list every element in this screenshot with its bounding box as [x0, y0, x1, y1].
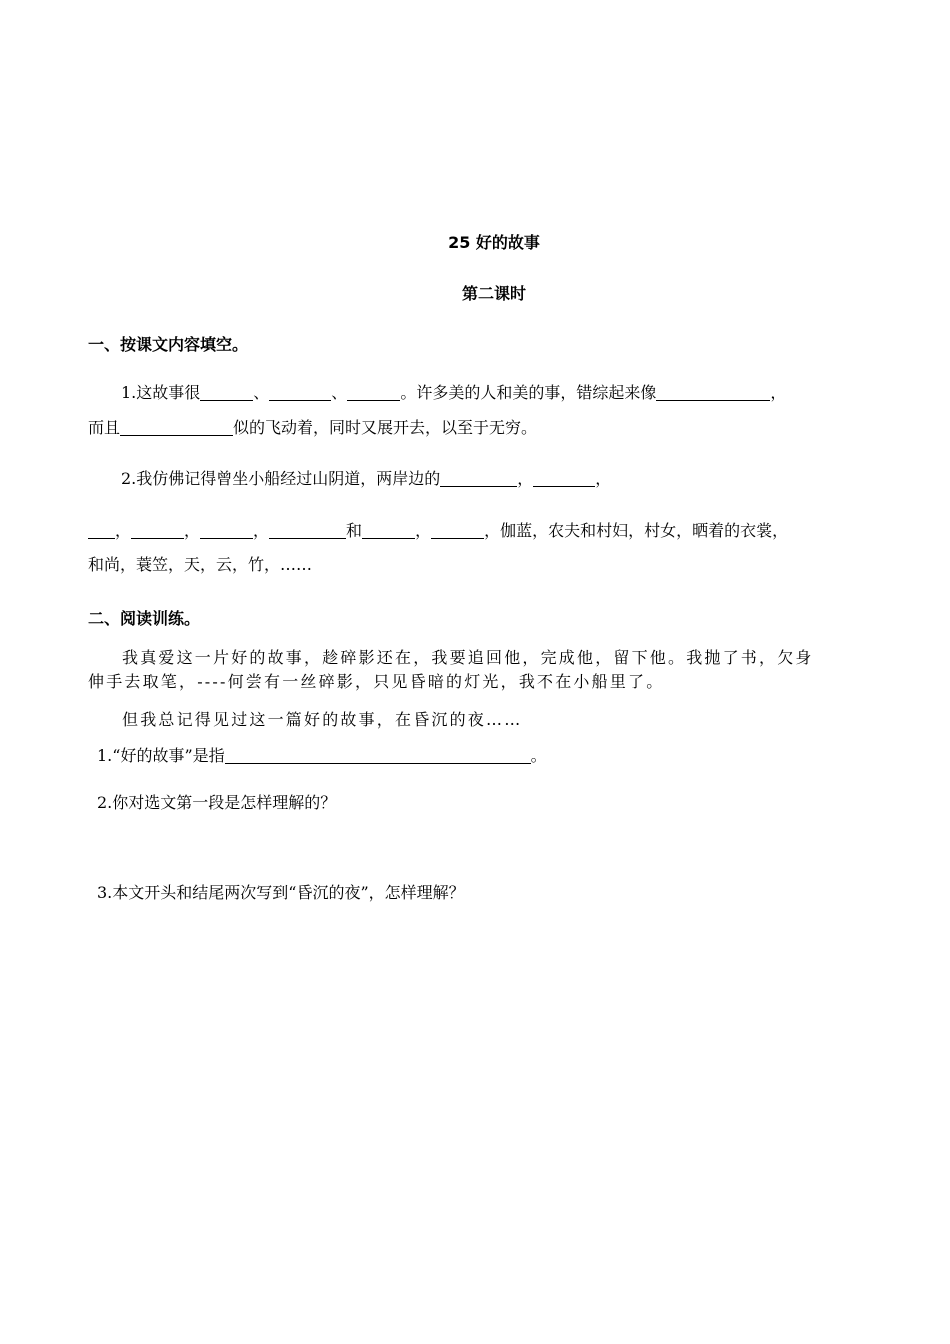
s1-q1-line1 [121, 383, 786, 403]
s1-q2-line2 [88, 521, 788, 541]
fill-blank[interactable] [88, 522, 115, 539]
fill-blank[interactable] [440, 470, 517, 487]
passage-line2: 伸手去取笔，----何尝有一丝碎影，只见昏暗的灯光，我不在小船里了。 [88, 672, 665, 691]
fill-blank[interactable] [533, 470, 595, 487]
s1-q1-sep2: 、 [331, 383, 348, 402]
s1-q2-c3: ， [253, 521, 270, 540]
s1-q2-prefix: 2.我仿佛记得曾坐小船经过山阴道，两岸边的 [121, 469, 441, 488]
page-title: 25 好的故事 [448, 233, 540, 252]
s1-q2-c2: ， [184, 521, 201, 540]
s1-q2-line1 [121, 469, 611, 489]
fill-blank[interactable] [131, 522, 184, 539]
s2-q3: 3.本文开头和结尾两次写到“昏沉的夜”，怎样理解？ [97, 883, 465, 902]
s1-q1-line2 [88, 418, 537, 438]
section2-heading: 二、阅读训练。 [88, 609, 201, 628]
s1-q2-tail: ，伽蓝，农夫和村妇，村女，晒着的衣裳， [484, 521, 789, 540]
fill-blank[interactable] [200, 522, 253, 539]
s1-q2-comma: ， [517, 469, 534, 488]
fill-blank[interactable] [200, 384, 253, 401]
s1-q1-prefix: 1.这故事很 [121, 383, 201, 402]
s2-q1-prefix: 1.“好的故事”是指 [97, 746, 225, 765]
s2-q1 [97, 746, 547, 766]
fill-blank[interactable] [269, 384, 331, 401]
s2-q2: 2.你对选文第一段是怎样理解的？ [97, 793, 337, 812]
section1-heading: 一、按课文内容填空。 [88, 335, 249, 354]
s1-q1-comma: ， [770, 383, 787, 402]
s1-q1-sep1: 、 [253, 383, 270, 402]
page-subtitle: 第二课时 [461, 284, 526, 303]
fill-blank[interactable] [347, 384, 400, 401]
s1-q2-line3: 和尚，蓑笠，天，云，竹，…… [88, 555, 313, 574]
fill-blank[interactable] [269, 522, 346, 539]
fill-blank[interactable] [656, 384, 770, 401]
passage-line1: 我真爱这一片好的故事，趁碎影还在，我要追回他，完成他，留下他。我抛了书，欠身 [122, 648, 814, 667]
s1-q2-c4: ， [415, 521, 432, 540]
s1-q2-he: 和 [346, 521, 363, 540]
s2-q1-suffix: 。 [530, 746, 547, 765]
s1-q2-comma-end: ， [595, 469, 612, 488]
s1-q1-line2-suffix: 似的飞动着，同时又展开去，以至于无穷。 [233, 418, 538, 437]
s1-q1-line2-prefix: 而且 [88, 418, 121, 437]
s1-q1-mid: 。许多美的人和美的事，错综起来像 [400, 383, 657, 402]
fill-blank[interactable] [431, 522, 484, 539]
passage-line3: 但我总记得见过这一篇好的故事，在昏沉的夜…… [122, 710, 523, 729]
answer-blank[interactable] [225, 747, 531, 764]
fill-blank[interactable] [362, 522, 415, 539]
fill-blank[interactable] [120, 419, 233, 436]
s1-q2-c1: ， [115, 521, 132, 540]
